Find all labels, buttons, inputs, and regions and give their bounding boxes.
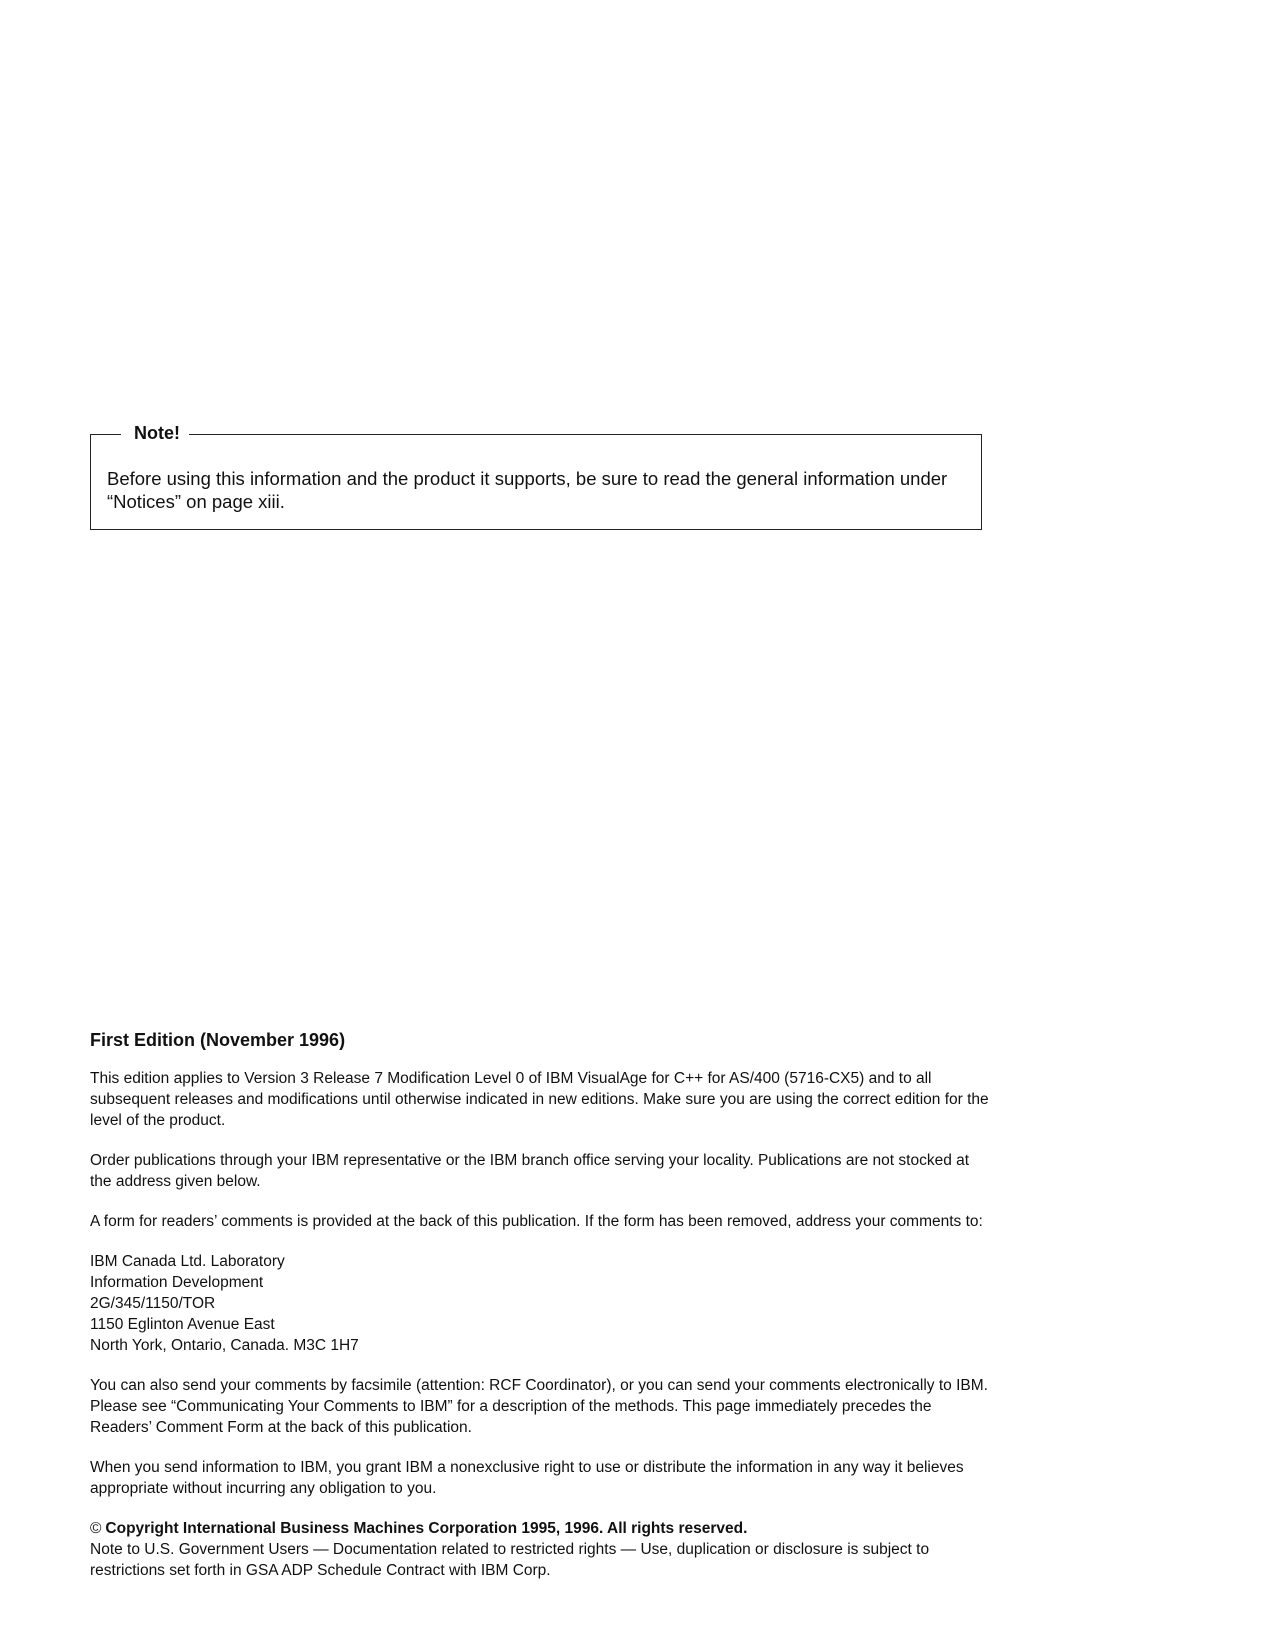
- edition-paragraph-order: Order publications through your IBM representative or the IBM branch office serving your locality. Publications are not stocked at the address given below.: [90, 1152, 970, 1190]
- note-text: Before using this information and the product it supports, be sure to read the general information under “Notices” on page xiii.: [107, 468, 948, 512]
- edition-paragraph-rights: When you send information to IBM, you grant IBM a nonexclusive right to use or distribute the information in any way it believes appropriate without incurring any obligation to you.: [90, 1459, 964, 1497]
- edition-title: First Edition (November 1996): [90, 1030, 346, 1050]
- copyright-symbol: ©: [90, 1520, 102, 1537]
- mailing-address: [90, 1251, 990, 1356]
- address-line: Information Development: [90, 1274, 264, 1291]
- edition-paragraph-facsimile: You can also send your comments by facsimile (attention: RCF Coordinator), or you can send your comments electronically to IBM. Please see “Communicating Your Comments to IBM” for a description of the methods. This page immediately precedes the Readers’ Comment Form at the back of this publication.: [90, 1377, 988, 1436]
- note-box: [90, 423, 982, 530]
- edition-notice: [90, 1028, 990, 1581]
- address-line: 2G/345/1150/TOR: [90, 1295, 216, 1312]
- address-line: North York, Ontario, Canada. M3C 1H7: [90, 1337, 359, 1354]
- government-users-note: Note to U.S. Government Users — Documentation related to restricted rights — Use, duplication or disclosure is subject to restrictions set forth in GSA ADP Schedule Contract with IBM Corp.: [90, 1541, 930, 1579]
- note-title: Note!: [121, 421, 189, 445]
- copyright-block: [90, 1518, 990, 1581]
- edition-paragraph-comments: A form for readers’ comments is provided at the back of this publication. If the form has been removed, address your comments to:: [90, 1213, 983, 1230]
- copyright-line: [90, 1518, 990, 1539]
- copyright-text: Copyright International Business Machines Corporation 1995, 1996. All rights reserved.: [105, 1520, 748, 1537]
- edition-paragraph-applies: This edition applies to Version 3 Release 7 Modification Level 0 of IBM VisualAge for C++ for AS/400 (5716-CX5) and to all subsequent releases and modifications until otherwise indicated in new editions. Make sure you are using the correct edition for the level of the product.: [90, 1070, 989, 1129]
- address-line: IBM Canada Ltd. Laboratory: [90, 1253, 285, 1270]
- address-line: 1150 Eglinton Avenue East: [90, 1316, 275, 1333]
